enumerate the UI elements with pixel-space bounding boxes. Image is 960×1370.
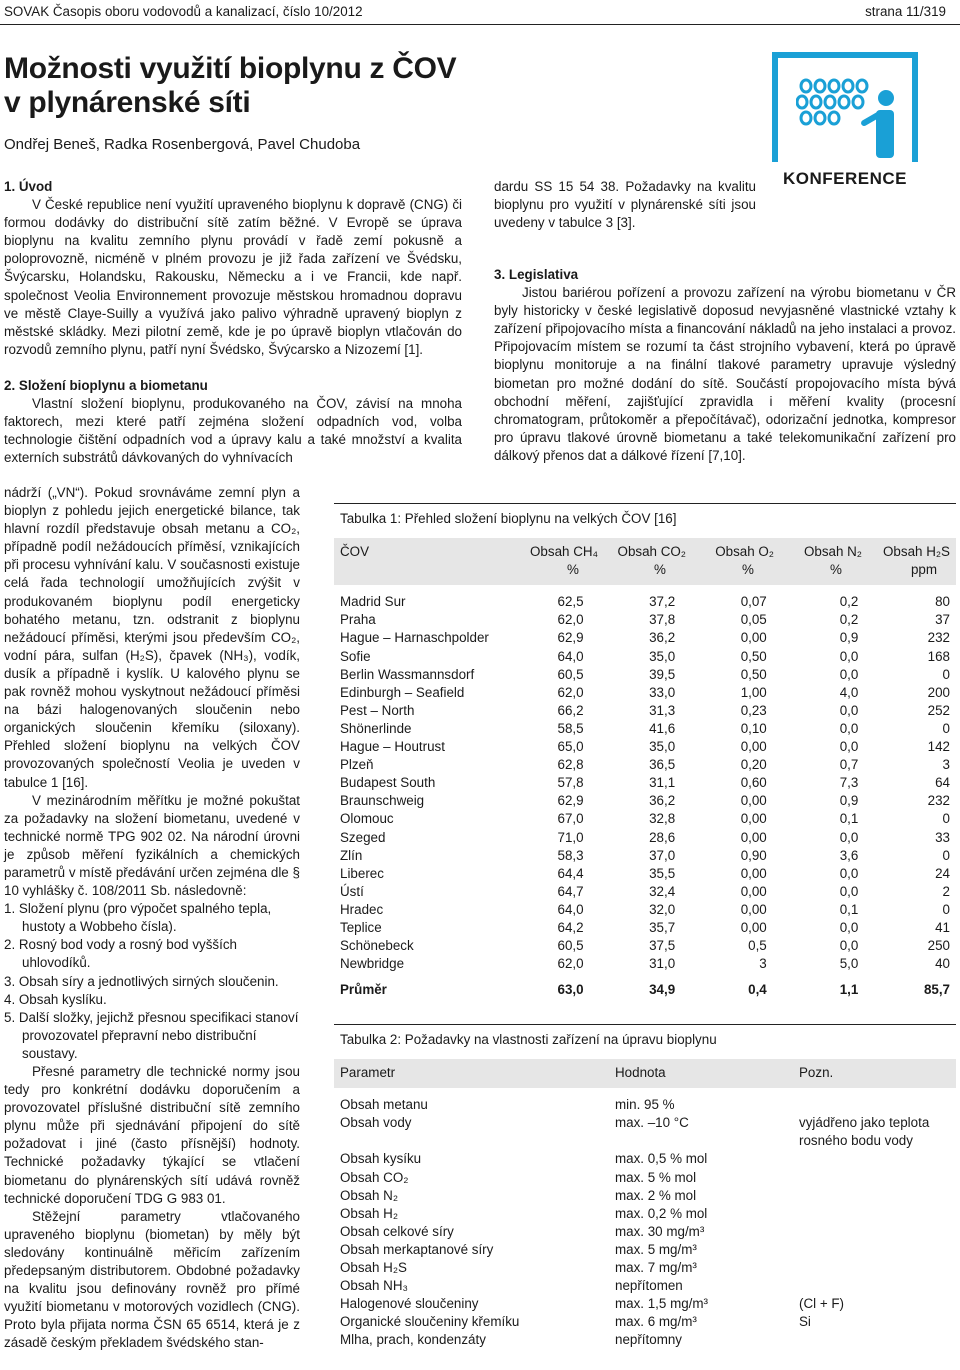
table-cell: Praha <box>340 612 376 628</box>
table-cell: 37,2 <box>649 594 676 610</box>
table-cell: 64,2 <box>557 919 584 935</box>
table-cell: Obsah vody <box>340 1115 412 1131</box>
journal-header: SOVAK Časopis oboru vodovodů a kanalizací, číslo 10/2012 <box>4 4 363 19</box>
table-1 <box>334 503 956 999</box>
table-cell: Liberec <box>340 865 384 881</box>
table-cell: 0,0 <box>839 720 859 736</box>
table-cell: Halogenové sloučeniny <box>340 1296 479 1312</box>
table-cell: 63,0 <box>557 982 584 998</box>
header-unit: % <box>567 562 579 578</box>
table-cell <box>799 1169 950 1187</box>
table-cell: Hague – Harnaschpolder <box>340 630 489 646</box>
table-cell: 168 <box>927 648 950 664</box>
table-cell: 64,0 <box>557 901 584 917</box>
table-cell: 4,0 <box>839 684 859 700</box>
table-row <box>340 1295 950 1313</box>
table-cell: max. 0,2 % mol <box>615 1205 708 1221</box>
table-cell: 0,00 <box>740 883 767 899</box>
table-row <box>340 1187 950 1205</box>
table-cell: 41 <box>935 919 950 935</box>
table-cell <box>799 1187 950 1205</box>
table-cell: Shönerlinde <box>340 720 412 736</box>
table-cell: 64,4 <box>557 865 584 881</box>
list-item: 2. Rosný bod vody a rosný bod vyšších uhlovodíků. <box>4 937 237 971</box>
list-item: 1. Složení plynu (pro výpočet spalného tepla, hustoty a Wobbeho čísla). <box>4 901 272 935</box>
table-cell: 0,0 <box>839 883 859 899</box>
section-2-para-3: Přesné parametry dle technické normy jsou tedy pro konkrétní dodávku doporučením a provozovatel příslušné distribuční sítě zemního plynu může při sjednávání připojení do sítě požadovat i jiné (často přísnější) hodnoty. Technické požadavky týkající se vtlačení biometanu do plynárenských sítí udává rovněž technické doporučení TDG G 983 01. <box>4 1064 300 1206</box>
column-2-top <box>494 178 756 232</box>
table-row <box>340 1241 950 1259</box>
table-cell: 35,0 <box>649 648 676 664</box>
table-cell: 62,5 <box>557 594 584 610</box>
header-unit: % <box>742 562 754 578</box>
table-cell: 0,00 <box>740 793 767 809</box>
table-cell: 0,5 <box>748 938 767 954</box>
table-1-header <box>334 538 956 585</box>
header-cell: Parametr <box>340 1065 396 1081</box>
table-2-header <box>334 1059 956 1088</box>
table-cell: min. 95 % <box>615 1097 675 1113</box>
table-cell: 64 <box>935 775 950 791</box>
section-3 <box>494 266 956 465</box>
table-1-body <box>334 585 956 999</box>
table-cell: 35,7 <box>649 919 676 935</box>
table-row <box>340 1205 950 1223</box>
table-cell: 67,0 <box>557 811 584 827</box>
section-2-end: dardu SS 15 54 38. Požadavky na kvalitu bioplynu pro využití v plynárenské síti jsou uvedeny v tabulce 3 [3]. <box>494 179 756 231</box>
list-item: 4. Obsah kyslíku. <box>4 991 107 1007</box>
table-cell: Obsah NH₃ <box>340 1278 408 1294</box>
section-1-heading: 1. Úvod <box>4 179 53 194</box>
table-cell: 0,07 <box>740 594 767 610</box>
table-cell: Mlha, prach, kondenzáty <box>340 1332 486 1348</box>
table-cell: 0,0 <box>839 829 859 845</box>
table-row <box>340 810 950 828</box>
header-cell: Obsah O₂ <box>715 544 774 560</box>
conference-audience-speaker-icon <box>796 76 916 176</box>
table-cell: Schönebeck <box>340 938 414 954</box>
table-cell: 0,50 <box>740 666 767 682</box>
table-cell: 0,00 <box>740 811 767 827</box>
table-row <box>340 829 950 847</box>
table-cell: 0,00 <box>740 630 767 646</box>
table-cell: Obsah H₂S <box>340 1260 407 1276</box>
table-cell: Obsah H₂ <box>340 1205 399 1221</box>
table-cell: 0,10 <box>740 720 767 736</box>
header-cell: Hodnota <box>615 1065 666 1081</box>
table-cell: 0,2 <box>839 612 859 628</box>
table-cell: 62,0 <box>557 956 584 972</box>
table-cell: 2 <box>942 883 950 899</box>
table-cell: 3 <box>942 757 950 773</box>
table-cell: 0,2 <box>839 594 859 610</box>
table-cell: 0 <box>942 720 950 736</box>
table-cell: 37,0 <box>649 847 676 863</box>
article-authors: Ondřej Beneš, Radka Rosenbergová, Pavel Chudoba <box>4 136 361 153</box>
table-cell: 62,0 <box>557 684 584 700</box>
table-cell: max. 1,5 mg/m³ <box>615 1296 709 1312</box>
section-2-continued <box>4 484 300 1353</box>
table-cell: 37,8 <box>649 612 676 628</box>
table-cell: Edinburgh – Seafield <box>340 684 465 700</box>
table-cell <box>799 1096 950 1114</box>
table-cell: 3 <box>759 956 767 972</box>
table-cell: Obsah CO₂ <box>340 1169 409 1185</box>
table-cell: 58,3 <box>557 847 584 863</box>
table-cell: max. 5 % mol <box>615 1169 697 1185</box>
table-cell: max. 6 mg/m³ <box>615 1314 697 1330</box>
table-cell: Budapest South <box>340 775 436 791</box>
table-cell: 0,50 <box>740 648 767 664</box>
table-row <box>340 720 950 738</box>
section-3-text: Jistou bariérou pořízení a provozu zařízení na výrobu biometanu v ČR byly historicky v české legislativě doposud nevyjasněné vlastnické vztahy k zařízení připojovacího místa a financování nákladů na jeho instalaci a provoz. Připojovacím místem se rozumí ta část strojního vybavení, která po úpravě bioplynu monitoruje a na finální tlakové parametry upravuje výsledný biometan pro možné dodání do sítě. Součástí propojovacího místa bývá obchodní měření, zajišťující zpravidla i měření kvality (procesní chromatogram, průtokoměr a přepočítávač), odorizační jednotka, kompresor pro úpravu tlakové úrovně biometanu a také telekomunikační zařízení pro dálkový přenos dat a dálkové řízení [7,10]. <box>494 285 956 463</box>
title-line-2: v plynárenské síti <box>4 86 251 119</box>
table-cell: 0,1 <box>839 811 859 827</box>
table-cell: 62,8 <box>557 757 584 773</box>
header-cell: Obsah H₂S <box>883 544 950 560</box>
table-1-caption: Tabulka 1: Přehled složení bioplynu na velkých ČOV [16] <box>340 511 677 526</box>
table-cell: Obsah metanu <box>340 1097 428 1113</box>
table-cell: 58,5 <box>557 720 584 736</box>
table-cell: Hradec <box>340 901 384 917</box>
table-cell: 36,2 <box>649 630 676 646</box>
table-row <box>340 611 950 629</box>
table-cell: 5,0 <box>839 956 859 972</box>
table-cell: 0,20 <box>740 757 767 773</box>
table-row-average <box>340 981 950 999</box>
table-cell: 0,0 <box>839 702 859 718</box>
table-row <box>340 955 950 973</box>
table-2-body <box>334 1088 956 1349</box>
table-row <box>340 1331 950 1349</box>
table-cell: Si <box>799 1314 811 1330</box>
table-cell: 39,5 <box>649 666 676 682</box>
table-cell: 62,0 <box>557 612 584 628</box>
table-cell: 28,6 <box>649 829 676 845</box>
table-cell: Zlín <box>340 847 363 863</box>
table-row <box>340 901 950 919</box>
table-cell: Obsah celkové síry <box>340 1223 454 1239</box>
table-cell: Průměr <box>340 982 387 998</box>
table-cell: 0,23 <box>740 702 767 718</box>
table-row <box>340 1223 950 1241</box>
table-cell: 35,0 <box>649 739 676 755</box>
table-cell: Braunschweig <box>340 793 425 809</box>
table-cell: 0,7 <box>839 757 859 773</box>
table-cell: 41,6 <box>649 720 676 736</box>
table-cell: 33,0 <box>649 684 676 700</box>
header-cell: Pozn. <box>799 1065 834 1081</box>
table-cell: 60,5 <box>557 938 584 954</box>
table-cell: 0 <box>942 811 950 827</box>
header-unit: ppm <box>910 562 938 578</box>
table-cell: 37,5 <box>649 938 676 954</box>
table-cell: Teplice <box>340 919 382 935</box>
table-cell: 64,0 <box>557 648 584 664</box>
table-cell: Obsah kysíku <box>340 1151 422 1167</box>
table-cell: Organické sloučeniny křemíku <box>340 1314 520 1330</box>
table-cell <box>799 1259 950 1277</box>
table-cell: nepřítomny <box>615 1332 682 1348</box>
table-row <box>340 1096 950 1114</box>
table-row <box>340 1150 950 1168</box>
table-cell: 57,8 <box>557 775 584 791</box>
section-2-para-4: Stěžejní parametry vtlačovaného upraveného bioplynu (biometan) by měly být sledovány kontinuálně měřicím zařízením předepsaným distributorem. Obdobné požadavky na kvalitu jsou definovány rovněž pro přímé využití biometanu v motorových vozidlech (CNG). Proto byla přijata norma ČSN 65 6514, která je z zásadě českým překladem švédského stan- <box>4 1208 300 1351</box>
section-3-heading: 3. Legislativa <box>494 267 579 282</box>
table-cell: 37 <box>935 612 950 628</box>
table-cell: 252 <box>927 702 950 718</box>
table-cell: Madrid Sur <box>340 594 406 610</box>
table-cell: 1,1 <box>839 982 859 998</box>
table-cell: max. 2 % mol <box>615 1187 697 1203</box>
table-cell: 0 <box>942 847 950 863</box>
header-cell: ČOV <box>340 544 370 560</box>
table-cell: 62,9 <box>557 793 584 809</box>
measurement-list <box>4 900 300 1063</box>
table-cell <box>799 1277 950 1295</box>
table-cell: Szeged <box>340 829 386 845</box>
table-cell: 250 <box>927 938 950 954</box>
table-cell: 0,1 <box>839 901 859 917</box>
table-cell: 0,00 <box>740 901 767 917</box>
table-cell: 32,4 <box>649 883 676 899</box>
table-cell: 0,0 <box>839 919 859 935</box>
table-row <box>340 1277 950 1295</box>
table-row <box>340 883 950 901</box>
table-row <box>340 738 950 756</box>
section-2-para-1-wide: Vlastní složení bioplynu, produkovaného na ČOV, závisí na mnoha faktorech, mezi které patří zejména složení odpadních vod, volba technologie čištění odpadních vod a úpravy kalu a také množství a kvalita externích substrátů dávkovaných do vyhnívacích <box>4 396 462 466</box>
table-cell: Obsah merkaptanové síry <box>340 1241 494 1257</box>
table-cell: 36,5 <box>649 757 676 773</box>
table-cell: 85,7 <box>923 982 950 998</box>
table-cell: 60,5 <box>557 666 584 682</box>
table-cell: 40 <box>935 956 950 972</box>
header-unit: % <box>654 562 666 578</box>
table-cell: 0,0 <box>839 666 859 682</box>
table-cell: Ústí <box>340 883 364 899</box>
table-cell: 0 <box>942 666 950 682</box>
table-cell: max. 5 mg/m³ <box>615 1241 697 1257</box>
table-cell: Pest – North <box>340 702 415 718</box>
table-cell <box>799 1223 950 1241</box>
header-cell: Obsah CO₂ <box>617 544 686 560</box>
table-row <box>340 865 950 883</box>
header-cell: Obsah N₂ <box>803 544 862 560</box>
table-cell: 142 <box>927 739 950 755</box>
table-cell: 66,2 <box>557 702 584 718</box>
table-cell: 32,0 <box>649 901 676 917</box>
section-2-heading: 2. Složení bioplynu a biometanu <box>4 377 208 393</box>
table-cell: 65,0 <box>557 739 584 755</box>
table-cell: 31,0 <box>649 956 676 972</box>
table-cell: 35,5 <box>649 865 676 881</box>
table-cell: (Cl + F) <box>799 1296 845 1312</box>
table-cell: Hague – Houtrust <box>340 739 445 755</box>
table-row <box>340 937 950 955</box>
table-cell: 0,00 <box>740 919 767 935</box>
list-item: 3. Obsah síry a jednotlivých sirných sloučenin. <box>4 973 279 989</box>
article-title <box>4 52 456 120</box>
table-cell: 0,4 <box>748 982 767 998</box>
table-cell: max. –10 °C <box>615 1115 689 1131</box>
table-cell: 71,0 <box>557 829 584 845</box>
table-row <box>340 684 950 702</box>
table-cell: max. 0,5 % mol <box>615 1151 708 1167</box>
table-cell: 0,60 <box>740 775 767 791</box>
table-cell: Obsah N₂ <box>340 1187 399 1203</box>
table-cell: 34,9 <box>649 982 676 998</box>
table-cell: 7,3 <box>839 775 859 791</box>
header-unit: % <box>830 562 842 578</box>
table-cell: 62,9 <box>557 630 584 646</box>
page-number: strana 11/319 <box>865 4 946 19</box>
table-cell: 0,90 <box>740 847 767 863</box>
table-cell: 0,05 <box>740 612 767 628</box>
table-cell: nepřítomen <box>615 1278 683 1294</box>
section-1-text: V České republice není využití upraveného bioplynu k dopravě (CNG) či formou dodávky do distribuční sítě zatím běžné. V Evropě se úprava bioplynu na kvalitu zemního plynu provádí v řadě zemí pokusně a poloprovozně, nicméně v plném provozu je již řada zařízení ve Švédsku, Švýcarsku, Holandsku, Rakousku, Německu a i ve Francii, kde např. společnost Veolia Environnement provozuje městskou hromadnou dopravu ve městě Claye-Suilly a využívá jako palivo výhradně upravený bioplyn z městské skládky. Mezi pilotní země, kde je po úpravě bioplyn vtlačován do rozvodů zemního plynu, patří nyní Švédsko, Švýcarsko a Nizozemí [1]. <box>4 197 462 357</box>
table-row <box>340 756 950 774</box>
table-cell: 232 <box>927 630 950 646</box>
table-cell: Newbridge <box>340 956 405 972</box>
table-row <box>340 774 950 792</box>
table-cell: 0,0 <box>839 938 859 954</box>
table-cell: 33 <box>935 829 950 845</box>
table-2-top-rule <box>334 1024 956 1025</box>
table-2-caption: Tabulka 2: Požadavky na vlastnosti zařízení na úpravu bioplynu <box>340 1032 717 1047</box>
table-2 <box>334 1024 956 1350</box>
section-1 <box>4 178 462 467</box>
header-cell: Obsah CH₄ <box>530 544 598 560</box>
table-cell: 232 <box>927 793 950 809</box>
list-item: 5. Další složky, jejichž přesnou specifikaci stanoví provozovatel přepravní nebo distribuční soustavy. <box>4 1009 299 1061</box>
table-cell <box>799 1150 950 1168</box>
section-2-para-1-narrow: nádrží („VN“). Pokud srovnáváme zemní plyn a bioplyn z pohledu jejich energetické bilance, tak hlavní rozdíl představuje obsah metanu a CO₂, případně podíl nežádoucích příměsí, vznikajících při procesu vyhnívání kalu. V současnosti existuje celá řada technologií umožňujících zvýšit v produkovaném bioplynu podíl energeticky bohatého metanu, tzn. odstranit z bioplynu nežádoucí příměsi, kterými jsou především CO₂, vodní pára, sulfan (H₂S), čpavek (NH₃), vodík, dusík a případně i kyslík. U kalového plynu se pak rovněž mohou vyskytnout nežádoucí příměsi na bázi halogenovaných sloučenin nebo organických sloučenin křemíku (siloxany). Přehled složení bioplynu na velkých ČOV provozovaných společností Veolia je uveden v tabulce 1 [16]. <box>4 485 300 790</box>
table-row <box>340 847 950 865</box>
table-cell: 32,8 <box>649 811 676 827</box>
table-row <box>340 919 950 937</box>
section-2-para-2: V mezinárodním měřítku je možné pokuštat za požadavky na složení biometanu, uvedené v technické normě TPG 902 02. Na národní úrovni je způsob měření fyzikálních a chemických parametrů v místě předávání určen zejména dle § 10 vyhlášky č. 108/2011 Sb. následovně: <box>4 792 300 899</box>
table-cell: 0,00 <box>740 865 767 881</box>
title-line-1: Možnosti využití bioplynu z ČOV <box>4 52 457 85</box>
table-row <box>340 1313 950 1331</box>
table-cell: 31,3 <box>649 702 676 718</box>
table-cell: Olomouc <box>340 811 394 827</box>
table-cell: 31,1 <box>649 775 676 791</box>
table-row <box>340 593 950 611</box>
table-cell: Sofie <box>340 648 371 664</box>
header-unit <box>340 561 512 579</box>
table-row <box>340 1169 950 1187</box>
table-cell <box>799 1241 950 1259</box>
table-row <box>340 666 950 684</box>
logo-text: KONFERENCE <box>782 169 907 188</box>
table-row <box>340 702 950 720</box>
table-cell: 0,0 <box>839 739 859 755</box>
table-row <box>340 1114 950 1150</box>
table-cell: 0 <box>942 901 950 917</box>
table-cell: vyjádřeno jako teplota rosného bodu vody <box>799 1115 930 1149</box>
table-cell: Berlin Wassmannsdorf <box>340 666 475 682</box>
table-cell: 0,00 <box>740 829 767 845</box>
table-cell: 0,9 <box>839 630 859 646</box>
table-cell: 0,0 <box>839 648 859 664</box>
table-cell: 80 <box>935 594 950 610</box>
table-cell: Plzeň <box>340 757 374 773</box>
table-cell: 36,2 <box>649 793 676 809</box>
table-cell: max. 30 mg/m³ <box>615 1223 705 1239</box>
konference-logo <box>772 52 920 200</box>
table-row <box>340 629 950 647</box>
table-cell: 24 <box>935 865 950 881</box>
table-row <box>340 792 950 810</box>
table-cell: 200 <box>927 684 950 700</box>
table-cell: 64,7 <box>557 883 584 899</box>
table-cell: 1,00 <box>740 684 767 700</box>
table-cell: 0,9 <box>839 793 859 809</box>
table-cell <box>799 1205 950 1223</box>
table-row <box>340 1259 950 1277</box>
header-divider <box>0 24 960 25</box>
table-row <box>340 648 950 666</box>
table-cell: max. 7 mg/m³ <box>615 1260 697 1276</box>
table-cell: 3,6 <box>839 847 859 863</box>
table-1-top-rule <box>334 503 956 504</box>
table-cell <box>799 1331 950 1349</box>
table-cell: 0,0 <box>839 865 859 881</box>
table-cell: 0,00 <box>740 739 767 755</box>
